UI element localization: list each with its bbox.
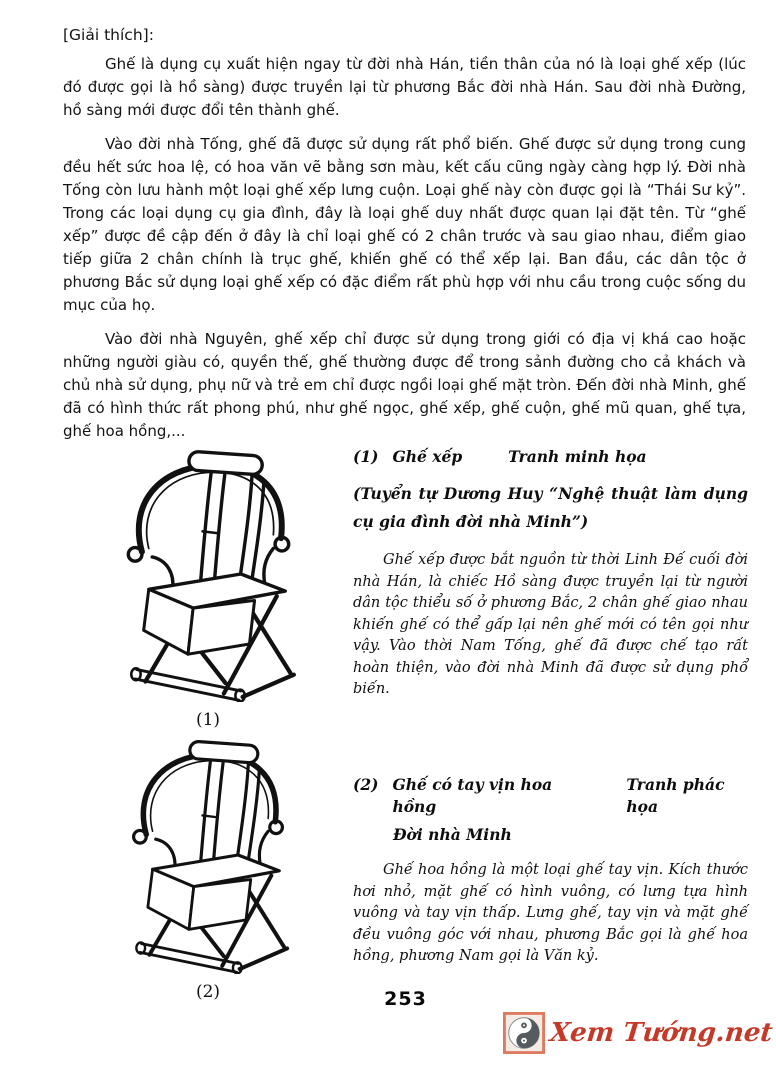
figure-2-caption-name: Ghế có tay vịn hoa hồng <box>392 775 553 816</box>
figure-2-caption-subtitle: Đời nhà Minh <box>393 825 512 844</box>
folding-chair-illustration <box>106 446 311 702</box>
paragraph-han-origin: Ghế là dụng cụ xuất hiện ngay từ đời nhà Hán, tiền thân của nó là loại ghế xếp (lúc đó được gọi là hồ sàng) được truyền lại từ phương Bắc đời nhà Hán. Sau đời nhà Đường, hồ sàng mới được đổi tên thành ghế. <box>63 55 746 119</box>
figure-2 <box>63 736 748 1002</box>
folding-chair-illustration <box>113 736 303 974</box>
paragraph-yuan-ming: Vào đời nhà Nguyên, ghế xếp chỉ được sử dụng trong giới có địa vị khá cao hoặc những người giàu có, quyền thế, ghế thường được để trong sảnh đường cho cả khách và chủ nhà sử dụng, phụ nữ và trẻ em chỉ được ngồi loại ghế mặt tròn. Đến đời nhà Minh, ghế đã có hình thức rất phong phú, như ghế ngọc, ghế xếp, ghế cuộn, ghế mũ quan, ghế tựa, ghế hoa hồng,... <box>63 330 746 440</box>
explanation-section <box>63 24 746 454</box>
figure-1-source: (Tuyển tự Dương Huy “Nghệ thuật làm dụng cụ gia đình đời nhà Minh”) <box>353 484 748 531</box>
figure-1-caption-name: Ghế xếp <box>392 447 463 466</box>
figure-2-description: Ghế hoa hồng là một loại ghế tay vịn. Kích thước hơi nhỏ, mặt ghế có hình vuông, có lưng tựa hình vuông và tay vịn thấp. Lưng ghế, tay vịn và mặt ghế đều vuông góc với nhau, phương Bắc gọi là ghế hoa hồng, phương Nam gọi là Văn kỷ. <box>353 862 748 964</box>
yin-yang-icon <box>503 1012 545 1054</box>
figure-2-label: (2) <box>195 982 221 1002</box>
figure-2-caption <box>353 774 748 818</box>
figure-1-label: (1) <box>195 710 221 730</box>
figure-1-illustration-block <box>63 446 353 730</box>
figure-2-illustration-block <box>63 736 353 1002</box>
figure-2-caption-type: Tranh phác họa <box>626 775 725 816</box>
watermark-text: Xem Tướng.net <box>547 1018 774 1048</box>
figure-1 <box>63 446 748 730</box>
figure-1-caption-number: (1) <box>353 447 379 466</box>
figure-1-caption <box>353 446 748 468</box>
figure-2-caption-block <box>353 736 748 1002</box>
section-heading: [Giải thích]: <box>63 26 154 44</box>
page-number: 253 <box>384 988 427 1010</box>
figure-1-caption-block <box>353 446 748 730</box>
figure-1-caption-type: Tranh minh họa <box>508 447 647 466</box>
watermark <box>503 1012 772 1054</box>
figure-1-description: Ghế xếp được bắt nguồn từ thời Linh Đế cuối đời nhà Hán, là chiếc Hồ sàng được truyền lại từ người dân tộc thiểu số ở phương Bắc, 2 chân ghế giao nhau khiến ghế có thể gấp lại nên ghế mới có tên gọi như vậy. Vào thời Nam Tống, ghế đã được chế tạo rất hoàn thiện, vào đời nhà Minh đã được sử dụng phổ biến. <box>353 552 748 697</box>
paragraph-song-dynasty: Vào đời nhà Tống, ghế đã được sử dụng rất phổ biến. Ghế được sử dụng trong cung đều hết sức hoa lệ, có hoa văn vẽ bằng sơn màu, kết cấu cũng ngày càng hợp lý. Đời nhà Tống còn lưu hành một loại ghế xếp lưng cuộn. Loại ghế này còn được gọi là “Thái Sư kỷ”. Trong các loại dụng cụ gia đình, đây là loại ghế duy nhất được quan lại đặt tên. Từ “ghế xếp” được đề cập đến ở đây là chỉ loại ghế có 2 chân trước và sau giao nhau, điểm giao tiếp giữa 2 chân chính là trục ghế, khiến ghế có thể xếp lại. Ban đầu, các dân tộc ở phương Bắc sử dụng loại ghế xếp có đặc điểm rất phù hợp với nhu cầu trong cuộc sống du mục của họ. <box>63 135 746 314</box>
figure-2-caption-number: (2) <box>353 775 379 794</box>
